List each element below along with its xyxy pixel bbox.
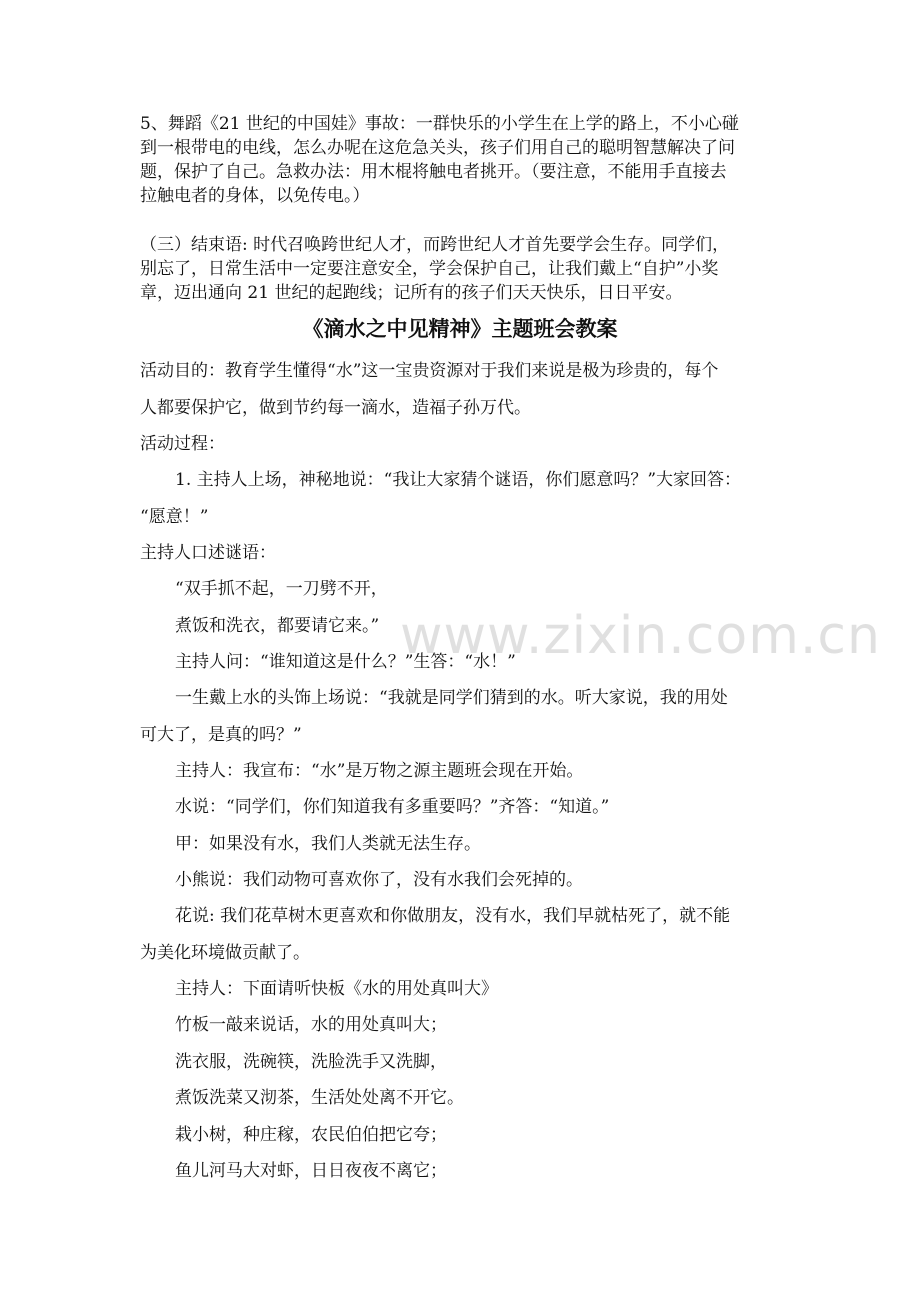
text-line: 活动目的：教育学生懂得“水”这一宝贵资源对于我们来说是极为珍贵的，每个 xyxy=(140,361,719,381)
activity-goal xyxy=(140,353,785,426)
host-ask: 主持人问：“谁知道这是什么？”生答：“水！” xyxy=(175,652,516,672)
watermark: www.zixin.com.cn xyxy=(400,606,881,666)
riddle-intro: 主持人口述谜语： xyxy=(140,543,276,563)
verse-line: 栽小树，种庄稼，农民伯伯把它夸； xyxy=(175,1124,447,1145)
text-line: 人都要保护它，做到节约每一滴水，造福子孙万代。 xyxy=(140,397,531,418)
text-line: 别忘了，日常生活中一定要注意安全，学会保护自己，让我们戴上“自护”小奖 xyxy=(140,259,719,279)
verse-line: 鱼儿河马大对虾，日日夜夜不离它； xyxy=(175,1161,447,1181)
text-line: 5、舞蹈《21 世纪的中国娃》事故：一群快乐的小学生在上学的路上，不小心碰 xyxy=(140,114,739,134)
water-intro xyxy=(140,680,785,753)
speaker-jia: 甲：如果没有水，我们人类就无法生存。 xyxy=(175,834,481,854)
text-line: 花说: 我们花草树木更喜欢和你做朋友，没有水，我们早就枯死了，就不能 xyxy=(175,906,731,926)
speaker-flower xyxy=(140,898,785,971)
lesson-title: 《滴水之中见精神》主题班会教案 xyxy=(302,316,618,341)
step1-paragraph xyxy=(140,462,785,535)
verse-line: 洗衣服，洗碗筷，洗脸洗手又洗脚， xyxy=(175,1051,447,1072)
closing-paragraph xyxy=(140,233,785,305)
process-label: 活动过程： xyxy=(140,434,225,454)
text-line: 拉触电者的身体，以免传电。） xyxy=(140,186,370,206)
water-ask: 水说：“同学们，你们知道我有多重要吗？”齐答：“知道。” xyxy=(175,797,610,817)
text-line: 1. 主持人上场，神秘地说：“我让大家猜个谜语，你们愿意吗？”大家回答： xyxy=(175,470,742,490)
text-line: 一生戴上水的头饰上场说：“我就是同学们猜到的水。听大家说，我的用处 xyxy=(175,688,728,708)
verse-line: 竹板一敲来说话，水的用处真叫大； xyxy=(175,1015,447,1035)
item5-paragraph xyxy=(140,112,785,208)
text-line: （三）结束语: 时代召唤跨世纪人才，而跨世纪人才首先要学会生存。同学们， xyxy=(140,235,730,255)
text-line: 煮饭和洗衣，都要请它来。” xyxy=(175,615,380,636)
text-line: 到一根带电的电线，怎么办呢在这危急关头，孩子们用自己的聪明智慧解决了问 xyxy=(140,138,735,158)
text-line: “双手抓不起，一刀劈不开， xyxy=(175,579,388,599)
verse-line: 煮饭洗菜又沏茶，生活处处离不开它。 xyxy=(175,1088,464,1108)
speaker-bear: 小熊说：我们动物可喜欢你了，没有水我们会死掉的。 xyxy=(175,870,583,890)
host-kuaiban: 主持人：下面请听快板《水的用处真叫大》 xyxy=(175,979,498,999)
text-line: 为美化环境做贡献了。 xyxy=(140,942,310,963)
host-announce: 主持人：我宣布：“水”是万物之源主题班会现在开始。 xyxy=(175,761,584,781)
text-line: “愿意！” xyxy=(140,506,209,527)
text-line: 可大了，是真的吗？” xyxy=(140,724,302,745)
text-line: 章，迈出通向 21 世纪的起跑线；记所有的孩子们天天快乐，日日平安。 xyxy=(140,283,683,303)
text-line: 题，保护了自己。急救办法：用木棍将触电者挑开。（要注意，不能用手直接去 xyxy=(140,162,727,182)
kuaiban-verse xyxy=(140,1007,785,1190)
